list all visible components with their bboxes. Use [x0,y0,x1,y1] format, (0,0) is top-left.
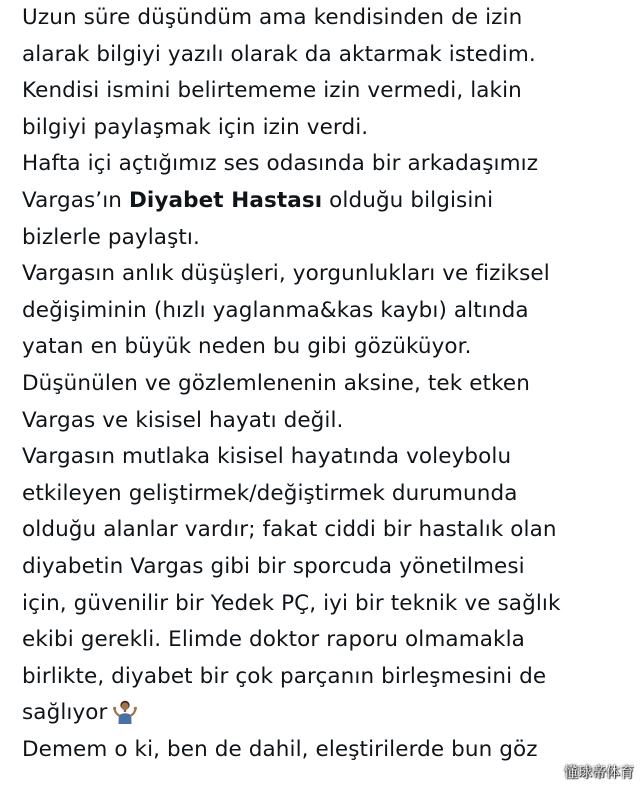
post-line: alarak bilgiyi yazılı olarak da aktarmak istedim. [22,41,536,67]
post-line: Uzun süre düşündüm ama kendisinden de izin [22,5,523,30]
post-text: olduğu bilgisini [322,187,494,213]
post-body [22,0,632,768]
post-line: olduğu alanlar vardır; fakat ciddi bir hastalık olan [22,517,557,543]
watermark: 懂球帝体育 [564,765,634,781]
post-line: ekibi gerekli. Elimde doktor raporu olmamakla [22,627,525,653]
post-line: birlikte, diyabet bir çok parçanın birleşmesini de [22,663,547,689]
post-line [22,695,632,732]
post-line: Vargas ve kisisel hayatı değil. [22,407,344,433]
post-line: diyabetin Vargas gibi bir sporcuda yönetilmesi [22,553,525,579]
bold-text: Diyabet Hastası [128,187,323,213]
post-line: değişiminin (hızlı yaglanma&kas kaybı) altında [22,297,529,323]
post-line: yatan en büyük neden bu gibi gözüküyor. [22,334,472,360]
post-line: bizlerle paylaştı. [22,224,200,250]
post-line: Kendisi ismini belirtememe izin vermedi, lakin [22,78,522,104]
post-line: Demem o ki, ben de dahil, eleştirilerde bun göz [22,736,538,762]
person-shrugging-icon [112,698,138,724]
post-line: etkileyen geliştirmek/değiştirmek durumunda [22,480,518,506]
post-line: Vargasın mutlaka kisisel hayatında voleybolu [22,444,512,470]
post-line: için, güvenilir bir Yedek PÇ, iyi bir teknik ve sağlık [22,590,561,616]
post-line: bilgiyi paylaşmak için izin verdi. [22,114,369,140]
post-text: sağlıyor [22,700,108,726]
post-line: Düşünülen ve gözlemlenenin aksine, tek etken [22,370,530,396]
post-line: Hafta içi açtığımız ses odasında bir arkadaşımız [22,151,539,177]
post-text: Vargas’ın [22,187,129,213]
post-line: Vargasın anlık düşüşleri, yorgunlukları ve fiziksel [22,261,550,287]
post-line [22,183,632,220]
